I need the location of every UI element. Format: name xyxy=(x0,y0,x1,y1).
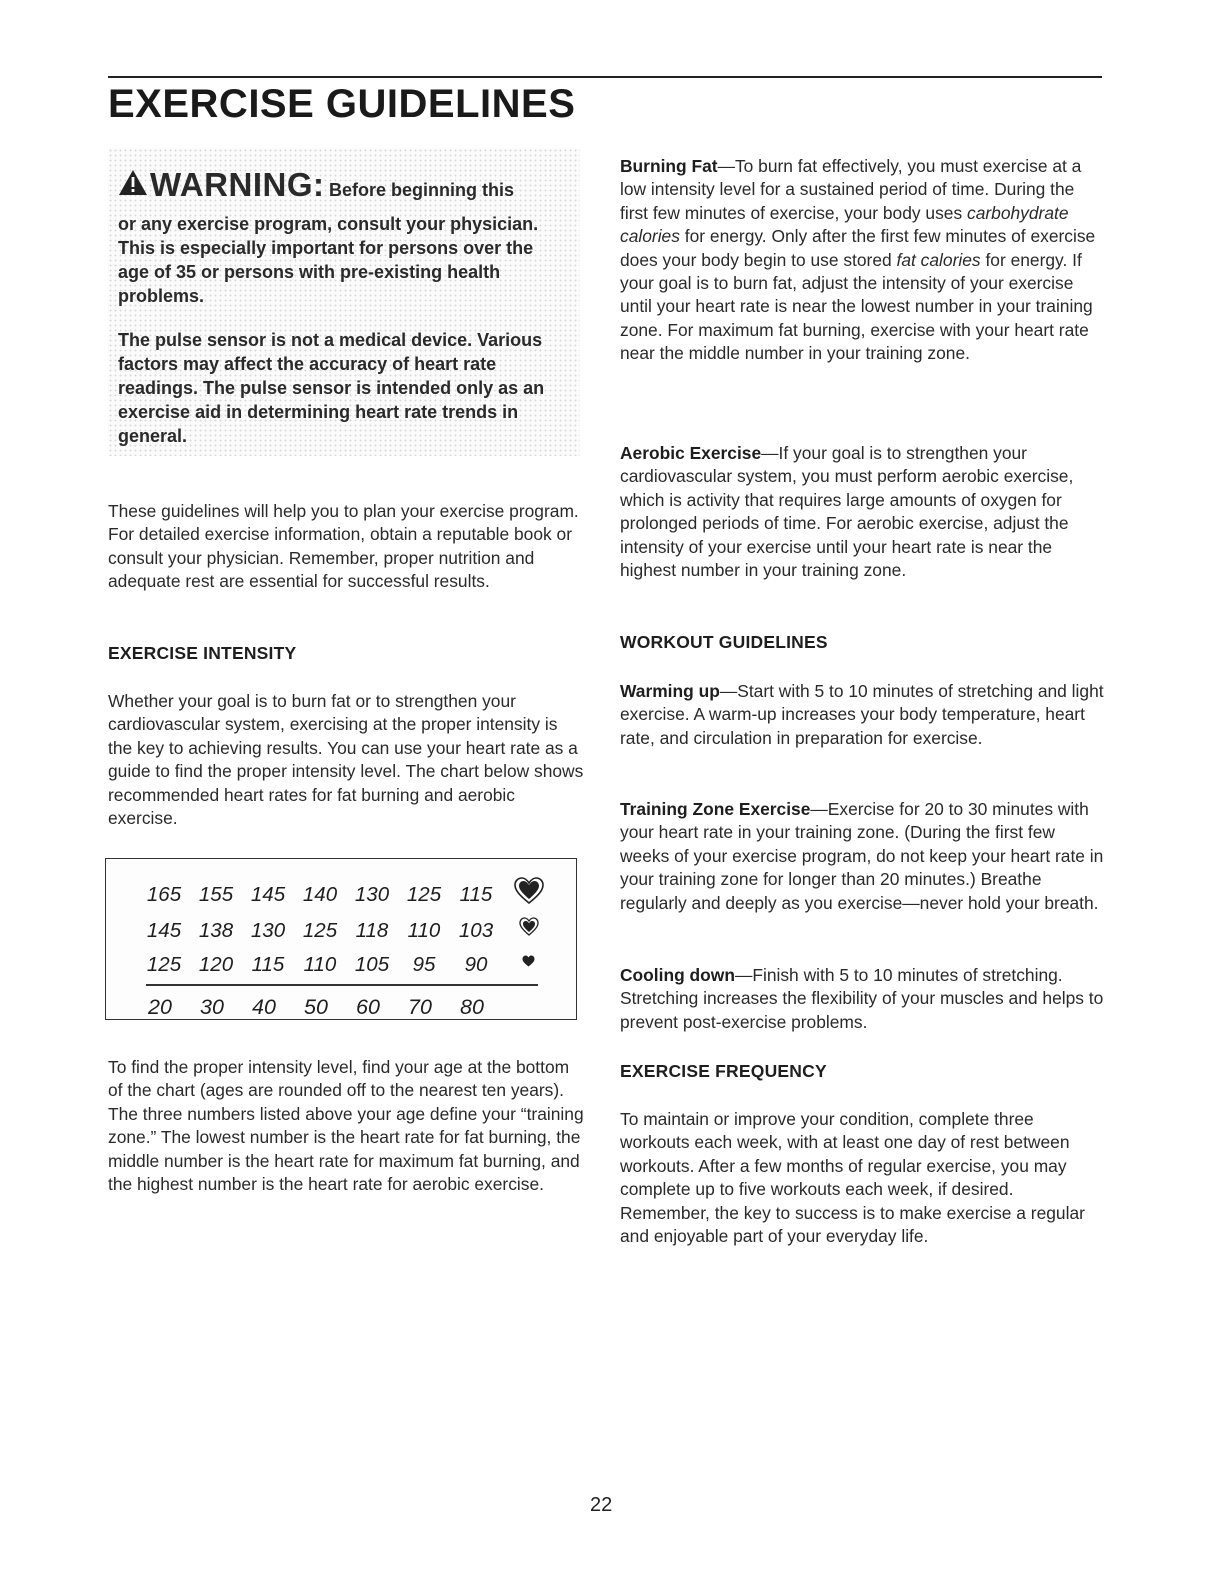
heart-rate-value: 130 xyxy=(250,919,286,942)
page-title: EXERCISE GUIDELINES xyxy=(108,82,576,126)
heart-rate-value: 95 xyxy=(412,953,436,976)
age-label: 60 xyxy=(356,995,380,1019)
aerobic-exercise-paragraph xyxy=(620,442,1104,582)
warning-paragraph-2: The pulse sensor is not a medical device. Various factors may affect the accuracy of heart rate readings. The pulse sensor is intended only as an exercise aid in determining heart rate trends in general. xyxy=(118,330,545,446)
heart-rate-value: 105 xyxy=(354,953,390,976)
heart-rate-value: 155 xyxy=(198,883,234,906)
exercise-frequency-heading: EXERCISE FREQUENCY xyxy=(620,1061,827,1081)
heart-rate-value: 145 xyxy=(146,919,182,942)
exercise-intensity-paragraph: Whether your goal is to burn fat or to strengthen your cardiovascular system, exercising at the proper intensity is the key to achieving results. You can use your heart rate as a guide to find the proper intensity level. The chart below shows recommended heart rates for fat burning and aerobic exercise. xyxy=(108,691,584,829)
training-zone-text: —Exercise for 20 to 30 minutes with your heart rate in your training zone. (During the first few weeks of your exercise program, do not keep your heart rate in your training zone for longer than 20 minutes.) Breathe regularly and deeply as you exercise—never hold your breath. xyxy=(620,799,1104,913)
warning-triangle-icon xyxy=(118,169,148,201)
heart-rate-value: 103 xyxy=(458,919,494,942)
carbohydrate-calories-term: carbohydrate calories xyxy=(620,202,1069,247)
fat-calories-term: fat calories xyxy=(896,249,981,270)
top-rule xyxy=(108,76,1102,78)
intro-paragraph: These guidelines will help you to plan your exercise program. For detailed exercise information, obtain a reputable book or consult your physician. Remember, proper nutrition and adequate rest are essential for successful results. xyxy=(108,501,579,592)
heart-rate-value: 115 xyxy=(459,883,493,906)
warning-word: WARNING xyxy=(150,166,313,203)
warning-paragraph-1: or any exercise program, consult your physician. This is especially important for persons over the age of 35 or persons with pre-existing health problems. xyxy=(118,214,539,306)
exercise-intensity-heading: EXERCISE INTENSITY xyxy=(108,643,297,663)
chart-divider xyxy=(146,984,538,986)
training-zone-paragraph xyxy=(620,798,1104,915)
small-heart-icon xyxy=(522,955,535,971)
heart-rate-value: 125 xyxy=(146,953,182,976)
cooling-down-label: Cooling down xyxy=(620,965,735,985)
aerobic-exercise-label: Aerobic Exercise xyxy=(620,443,762,463)
find-intensity-paragraph: To find the proper intensity level, find your age at the bottom of the chart (ages are rounded off to the nearest ten years). The three numbers listed above your age define your “training zone.” The lowest number is the heart rate for fat burning, the middle number is the heart rate for maximum fat burning, and the highest number is the heart rate for aerobic exercise. xyxy=(108,1057,584,1195)
heart-rate-value: 145 xyxy=(250,883,286,906)
heart-rate-value: 115 xyxy=(251,953,285,976)
exercise-frequency-paragraph: To maintain or improve your condition, complete three workouts each week, with at least one day of rest between workouts. After a few months of regular exercise, you may complete up to five workouts each week, if desired. Remember, the key to success is to make exercise a regular and enjoyable part of your everyday life. xyxy=(620,1109,1085,1247)
cooling-down-text: —Finish with 5 to 10 minutes of stretching. Stretching increases the flexibility of your muscles and helps to prevent post-exercise problems. xyxy=(620,965,1104,1032)
warning-box xyxy=(108,148,580,456)
age-label: 80 xyxy=(460,995,484,1019)
heart-rate-value: 90 xyxy=(464,953,488,976)
heart-rate-chart xyxy=(105,858,577,1020)
burning-fat-text-1: —To burn fat effectively, you must exercise at a low intensity level for a sustained period of time. During the first few minutes of exercise, your body uses xyxy=(620,156,1082,223)
age-label: 20 xyxy=(148,995,172,1019)
age-label: 40 xyxy=(252,995,276,1019)
large-heart-icon xyxy=(514,877,544,909)
workout-guidelines-heading: WORKOUT GUIDELINES xyxy=(620,632,828,652)
burning-fat-text-2: for energy. Only after the first few minutes of exercise does your body begin to use stored xyxy=(620,226,1096,270)
age-label: 70 xyxy=(408,995,432,1019)
page-number: 22 xyxy=(590,1494,613,1516)
warming-up-paragraph xyxy=(620,680,1104,750)
cooling-down-paragraph xyxy=(620,964,1104,1034)
warming-up-label: Warming up xyxy=(620,681,720,701)
heart-rate-value: 125 xyxy=(406,883,442,906)
heart-rate-value: 165 xyxy=(146,883,182,906)
heart-rate-value: 110 xyxy=(303,953,337,976)
warning-header xyxy=(118,166,514,204)
heart-rate-value: 110 xyxy=(407,919,441,942)
medium-heart-icon xyxy=(519,917,539,940)
heart-rate-value: 118 xyxy=(355,919,389,942)
heart-rate-value: 130 xyxy=(354,883,390,906)
heart-rate-value: 140 xyxy=(302,883,338,906)
training-zone-label: Training Zone Exercise xyxy=(620,799,811,819)
heart-rate-value: 120 xyxy=(198,953,234,976)
burning-fat-text-3: for energy. If your goal is to burn fat, adjust the intensity of your exercise until your heart rate is near the lowest number in your training zone. For maximum fat burning, exercise with your heart rate near the middle number in your training zone. xyxy=(620,249,1093,364)
burning-fat-paragraph xyxy=(620,155,1104,366)
warming-up-text: —Start with 5 to 10 minutes of stretching and light exercise. A warm-up increases your body temperature, heart rate, and circulation in preparation for exercise. xyxy=(620,681,1104,748)
age-label: 50 xyxy=(304,995,328,1019)
heart-rate-value: 125 xyxy=(302,919,338,942)
warning-colon: : xyxy=(313,166,324,203)
aerobic-exercise-text: —If your goal is to strengthen your cardiovascular system, you must perform aerobic exercise, which is activity that requires large amounts of oxygen for prolonged periods of time. For aerobic exercise, adjust the intensity of your exercise until your heart rate is near the highest number in your training zone. xyxy=(620,443,1074,581)
warning-lead: Before beginning this xyxy=(324,180,515,200)
age-label: 30 xyxy=(200,995,224,1019)
burning-fat-label: Burning Fat xyxy=(620,156,718,176)
heart-rate-value: 138 xyxy=(198,919,234,942)
